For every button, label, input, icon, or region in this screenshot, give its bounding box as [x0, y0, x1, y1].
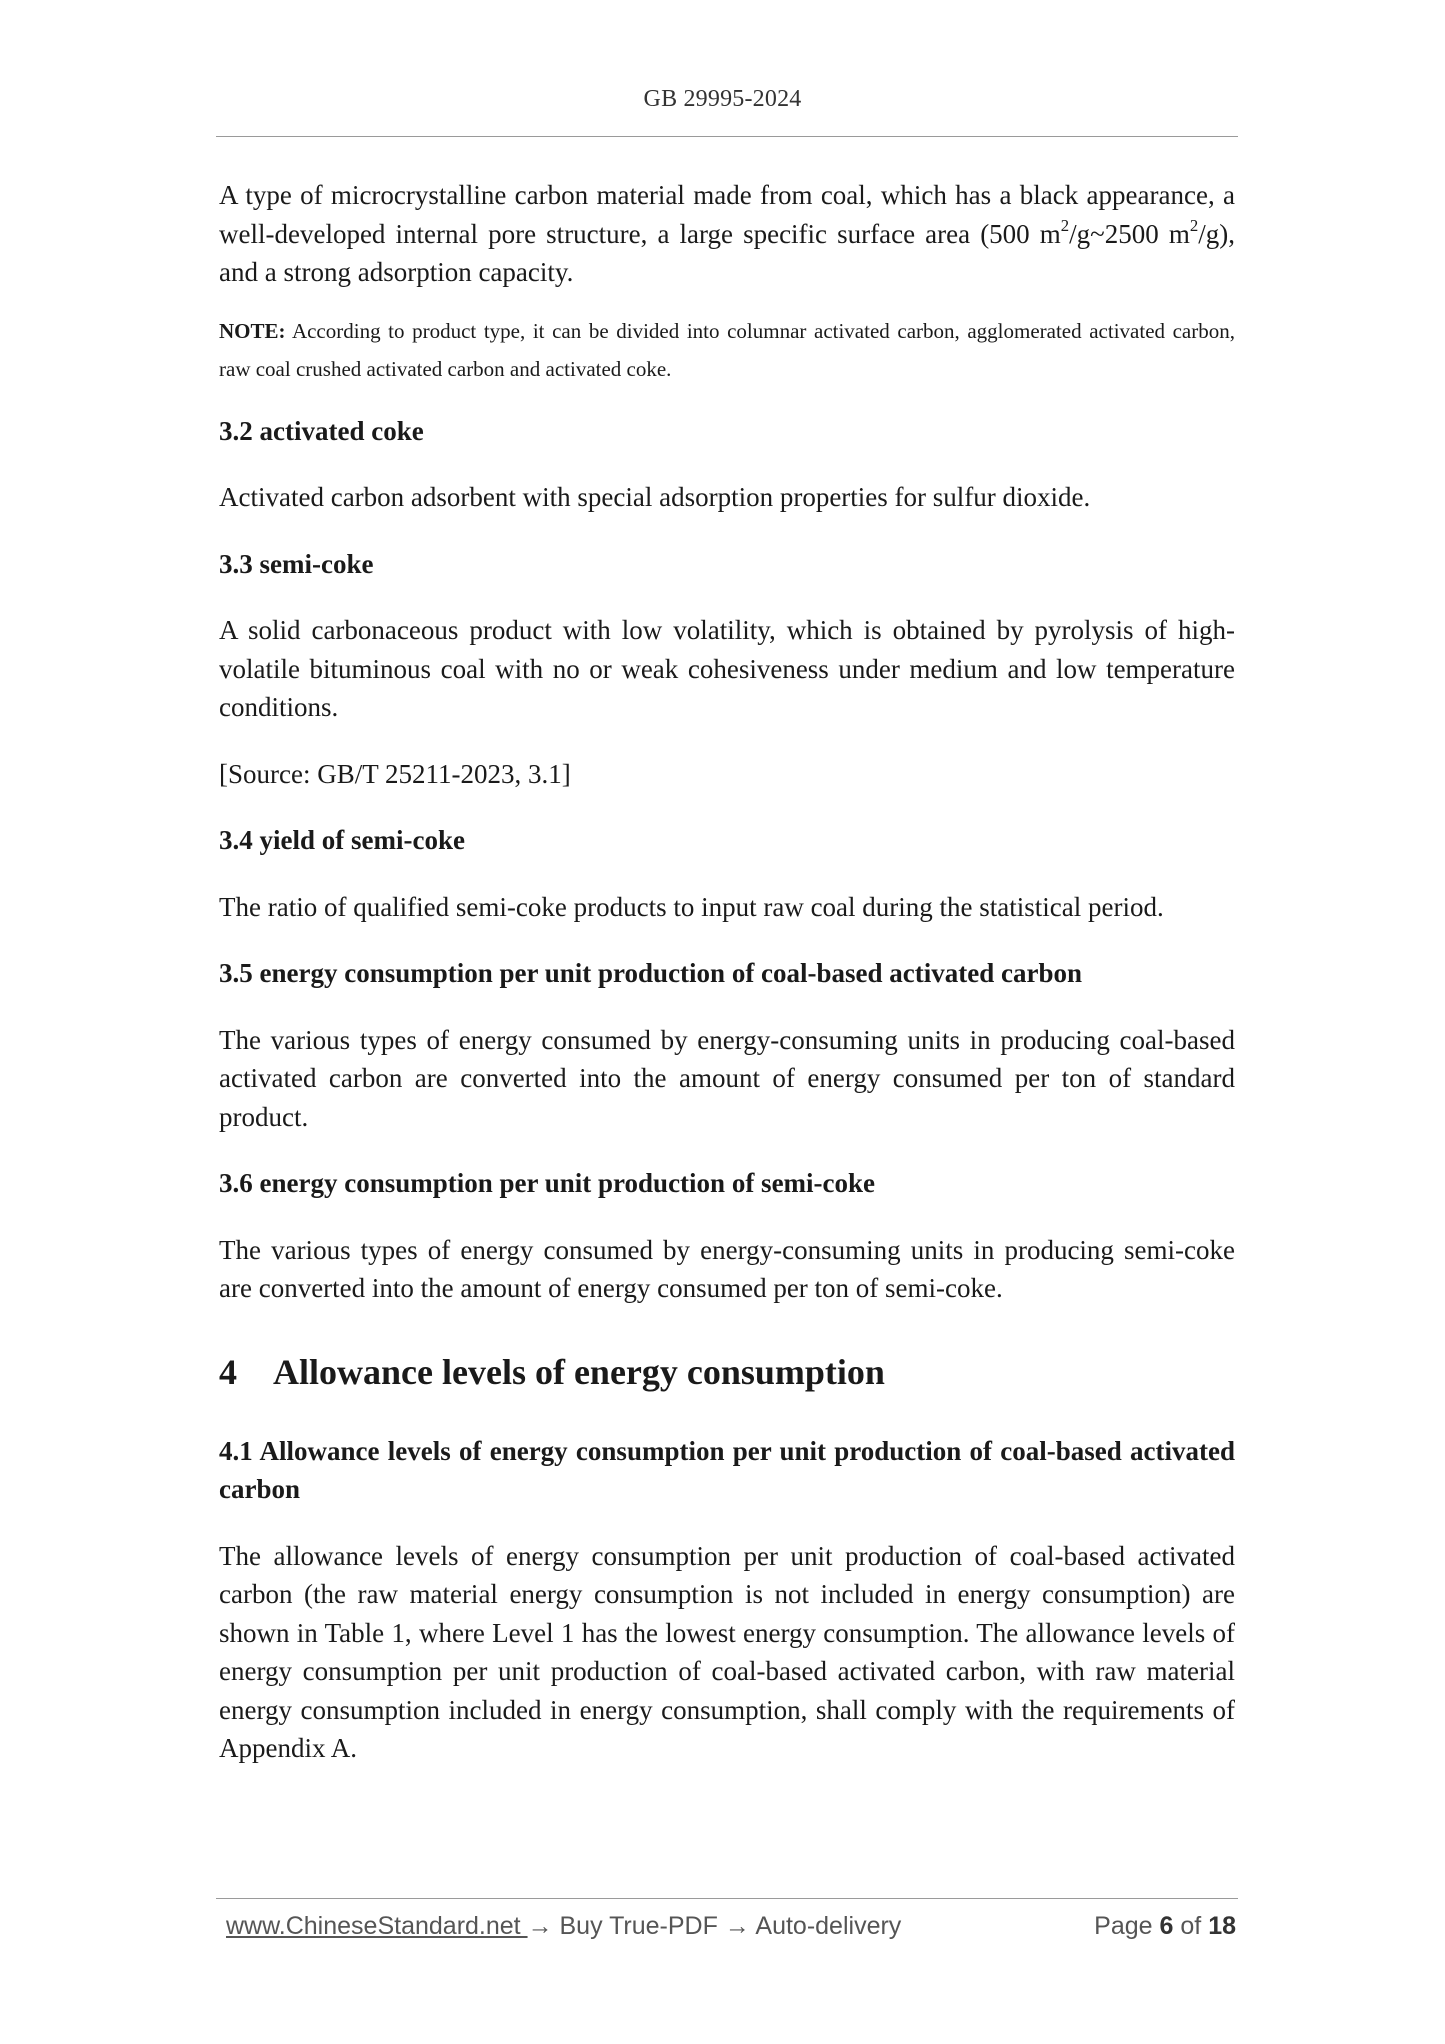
subclause-4-1-body: The allowance levels of energy consumption per unit production of coal-based activated carbon (the raw material energy consumption is not included in energy consumption) are shown in Table 1, where Level 1 has the lowest energy consumption. The allowance levels of energy consumption per unit production of coal-based activated carbon, with raw material energy consumption included in energy consumption, shall comply with the requirements of Appendix A. [219, 1540, 1235, 1763]
term-body-3-2: Activated carbon adsorbent with special adsorption properties for sulfur dioxide. [219, 482, 1091, 512]
header-divider [216, 136, 1238, 137]
term-title-3-6: 3.6 energy consumption per unit production of semi-coke [219, 1168, 876, 1198]
term-title-3-2: 3.2 activated coke [219, 415, 424, 446]
document-body [219, 176, 1235, 1768]
term-body-3-3: A solid carbonaceous product with low volatility, which is obtained by pyrolysis of high-volatile bituminous coal with no or weak cohesiveness under medium and low temperature conditions. [219, 615, 1235, 722]
page-number [1094, 1912, 1236, 1941]
buy-true-pdf-text: Buy True-PDF [552, 1912, 725, 1940]
activated-carbon-definition [219, 176, 1235, 292]
definition-text-2: /g~2500 m [1069, 218, 1190, 249]
definition-text-1: A type of microcrystalline carbon material made from coal, which has a black appearance, a well-developed internal pore structure, a large specific surface area (500 m [219, 180, 1235, 249]
superscript-2b: 2 [1189, 215, 1199, 235]
page-word: Page [1094, 1912, 1153, 1940]
total-pages: 18 [1208, 1912, 1236, 1940]
term-title-3-5: 3.5 energy consumption per unit production of coal-based activated carbon [219, 958, 1083, 988]
clause-4-title: Allowance levels of energy consumption [273, 1351, 885, 1392]
note-text: According to product type, it can be divided into columnar activated carbon, agglomerated activated carbon, raw coal crushed activated carbon and activated coke. [219, 318, 1235, 381]
term-title-3-4: 3.4 yield of semi-coke [219, 825, 465, 855]
auto-delivery-text: Auto-delivery [749, 1912, 902, 1940]
note-paragraph [219, 312, 1235, 388]
arrow-right-icon: → [724, 1912, 750, 1940]
superscript-2: 2 [1060, 215, 1070, 235]
term-body-3-5: The various types of energy consumed by energy-consuming units in producing coal-based activated carbon are converted into the amount of energy consumed per ton of standard product. [219, 1024, 1235, 1132]
term-title-3-3: 3.3 semi-coke [219, 548, 374, 579]
footer-divider [216, 1898, 1238, 1899]
clause-4-number: 4 [219, 1351, 237, 1392]
chinesestandard-link[interactable]: www.ChineseStandard.net [226, 1912, 528, 1940]
footer-links [226, 1912, 901, 1941]
page-footer [226, 1912, 1236, 1952]
subclause-4-1-title: 4.1 Allowance levels of energy consumption per unit production of coal-based activated carbon [219, 1435, 1235, 1504]
term-body-3-6: The various types of energy consumed by energy-consuming units in producing semi-coke are converted into the amount of energy consumed per ton of semi-coke. [219, 1234, 1235, 1303]
term-body-3-4: The ratio of qualified semi-coke products to input raw coal during the statistical period. [219, 891, 1164, 922]
running-header: GB 29995-2024 [643, 86, 802, 112]
of-word: of [1180, 1912, 1202, 1940]
arrow-right-icon: → [527, 1912, 553, 1940]
term-source-3-3: [Source: GB/T 25211-2023, 3.1] [219, 758, 571, 789]
definition-text-3: /g), and a strong adsorption capacity. [219, 218, 1235, 287]
current-page: 6 [1159, 1912, 1174, 1940]
note-label: NOTE: [219, 318, 286, 343]
clause-4-heading [219, 1350, 1235, 1394]
